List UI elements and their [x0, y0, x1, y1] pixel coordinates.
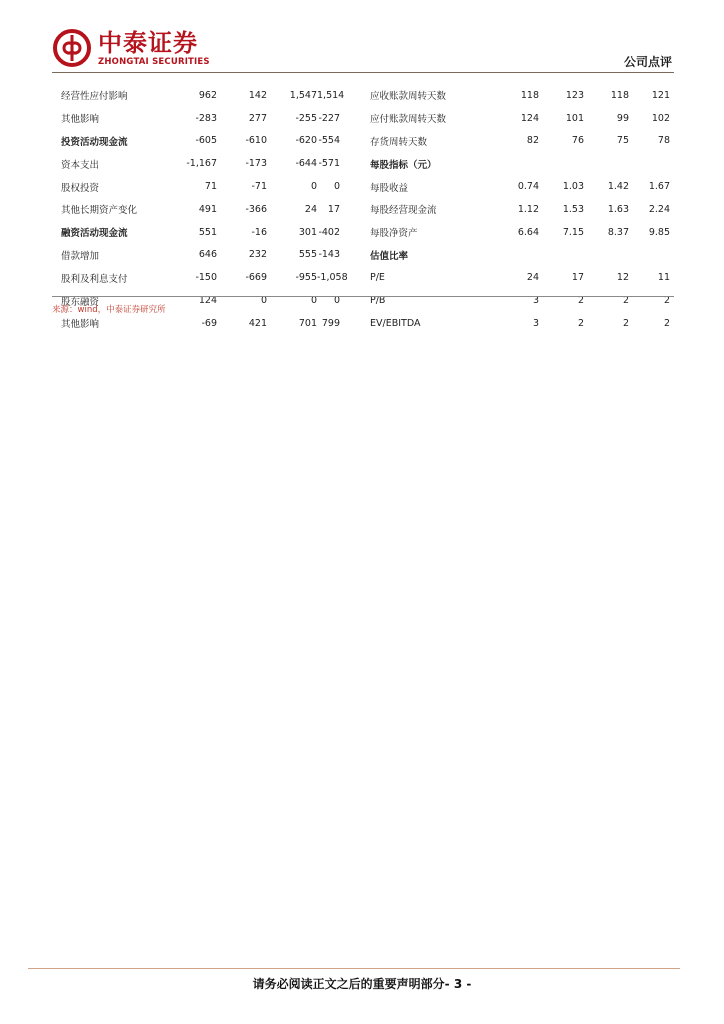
- cell-value-left: 0: [310, 295, 317, 307]
- table-row: [52, 221, 674, 244]
- cell-value-left: -644: [295, 158, 317, 170]
- zhongtai-logo-icon: [52, 28, 92, 68]
- financial-table-body: [52, 84, 674, 335]
- cell-value-right: [497, 244, 539, 267]
- cell-value-right: 8.37: [607, 226, 629, 238]
- logo-text-en: ZHONGTAI SECURITIES: [98, 57, 210, 67]
- cell-value-left: 421: [248, 317, 267, 329]
- cell-value-right: 2.24: [648, 203, 670, 215]
- cell-value-right: 2: [663, 317, 670, 329]
- row-label-left: 投资活动现金流: [61, 136, 128, 148]
- cell-value-left: -283: [195, 112, 217, 124]
- cell-value-right: 123: [565, 89, 584, 101]
- row-label-right: P/E: [370, 272, 385, 284]
- row-label-right: P/B: [370, 295, 386, 307]
- cell-value-left: -227: [318, 112, 340, 124]
- cell-value-left: 799: [321, 317, 340, 329]
- logo-text-cn: 中泰证券: [98, 29, 198, 57]
- page-footer: [0, 975, 724, 992]
- cell-value-left: -150: [195, 272, 217, 284]
- cell-value-right: 1.67: [648, 181, 670, 193]
- cell-value-left: 232: [248, 249, 267, 261]
- cell-value-left: -669: [245, 272, 267, 284]
- cell-value-left: -955: [295, 272, 317, 284]
- cell-value-left: 0: [333, 181, 340, 193]
- cell-value-left: 962: [198, 89, 217, 101]
- cell-value-left: 71: [204, 181, 217, 193]
- table-bottom-rule: [52, 296, 674, 297]
- cell-value-right: 1.03: [562, 181, 584, 193]
- report-type: 公司点评: [623, 55, 672, 69]
- cell-value-right: 7.15: [562, 226, 584, 238]
- row-label-right: 估值比率: [370, 250, 409, 262]
- row-label-left: 融资活动现金流: [61, 228, 128, 240]
- cell-value-right: [629, 244, 674, 267]
- cell-value-right: 76: [571, 135, 584, 147]
- cell-value-right: 2: [663, 295, 670, 307]
- table-row: [52, 244, 674, 267]
- row-label-right: 应收账款周转天数: [370, 91, 447, 103]
- cell-value-left: 1,547: [289, 89, 317, 101]
- footer-disclaimer: 请务必阅读正文之后的重要声明部分: [252, 977, 445, 991]
- cell-value-left: 277: [248, 112, 267, 124]
- cell-value-left: -605: [195, 135, 217, 147]
- table-row: [52, 107, 674, 130]
- cell-value-left: 491: [198, 203, 217, 215]
- cell-value-left: -610: [245, 135, 267, 147]
- table-row: [52, 152, 674, 175]
- row-label-right: EV/EBITDA: [370, 317, 421, 329]
- row-label-left: 股利及利息支付: [61, 273, 128, 285]
- cell-value-left: -71: [251, 181, 267, 193]
- cell-value-left: 1,514: [317, 89, 345, 101]
- cell-value-left: -173: [245, 158, 267, 170]
- cell-value-right: 2: [577, 295, 584, 307]
- cell-value-right: 0.74: [517, 181, 539, 193]
- cell-value-right: 101: [565, 112, 584, 124]
- cell-value-right: [584, 244, 629, 267]
- cell-value-right: 2: [577, 317, 584, 329]
- cell-value-left: 0: [260, 295, 267, 307]
- table-row: [52, 175, 674, 198]
- row-label-left: 其他影响: [61, 319, 100, 331]
- cell-value-right: 82: [526, 135, 539, 147]
- table-row: [52, 312, 674, 335]
- row-label-left: 其他影响: [61, 114, 100, 126]
- cell-value-left: 0: [333, 295, 340, 307]
- table-row: [52, 266, 674, 289]
- cell-value-right: 118: [610, 89, 629, 101]
- cell-value-right: [497, 152, 539, 175]
- cell-value-right: 17: [571, 272, 584, 284]
- table-row: [52, 84, 674, 107]
- cell-value-right: 9.85: [648, 226, 670, 238]
- cell-value-right: [629, 152, 674, 175]
- cell-value-right: 102: [651, 112, 670, 124]
- cell-value-right: 99: [616, 112, 629, 124]
- cell-value-right: 1.42: [607, 181, 629, 193]
- cell-value-left: 555: [298, 249, 317, 261]
- row-label-left: 借款增加: [61, 250, 100, 262]
- source-note: 来源：wind，中泰证券研究所: [52, 305, 166, 315]
- cell-value-left: 551: [198, 226, 217, 238]
- row-label-left: 其他长期资产变化: [61, 205, 138, 217]
- cell-value-right: [584, 152, 629, 175]
- cell-value-right: 3: [532, 295, 539, 307]
- row-label-right: 应付账款周转天数: [370, 114, 447, 126]
- cell-value-right: 12: [616, 272, 629, 284]
- row-label-right: 存货周转天数: [370, 136, 428, 148]
- cell-value-left: -554: [318, 135, 340, 147]
- cell-value-right: 2: [622, 317, 629, 329]
- cell-value-right: 78: [657, 135, 670, 147]
- cell-value-left: -620: [295, 135, 317, 147]
- cell-value-left: -69: [201, 317, 217, 329]
- table-row: [52, 130, 674, 153]
- row-label-right: 每股净资产: [370, 228, 418, 240]
- cell-value-left: 142: [248, 89, 267, 101]
- footer-divider: [28, 968, 680, 969]
- page-number: - 3 -: [444, 977, 472, 991]
- cell-value-right: 24: [526, 272, 539, 284]
- cell-value-right: 1.63: [607, 203, 629, 215]
- cell-value-right: [539, 244, 584, 267]
- cell-value-right: 75: [616, 135, 629, 147]
- cell-value-left: -16: [251, 226, 267, 238]
- row-label-right: 每股经营现金流: [370, 205, 437, 217]
- cell-value-left: 701: [298, 317, 317, 329]
- cell-value-left: -571: [318, 158, 340, 170]
- cell-value-left: -255: [295, 112, 317, 124]
- cell-value-right: 2: [622, 295, 629, 307]
- cell-value-left: -402: [318, 226, 340, 238]
- cell-value-right: 121: [651, 89, 670, 101]
- cell-value-left: -1,167: [186, 158, 217, 170]
- cell-value-right: 1.53: [562, 203, 584, 215]
- cell-value-right: 1.12: [517, 203, 539, 215]
- cell-value-right: 118: [520, 89, 539, 101]
- cell-value-left: 24: [304, 203, 317, 215]
- row-label-left: 资本支出: [61, 159, 100, 171]
- row-label-right: 每股指标（元）: [370, 159, 437, 171]
- cell-value-left: 17: [327, 203, 340, 215]
- cell-value-left: 124: [198, 295, 217, 307]
- cell-value-left: 301: [298, 226, 317, 238]
- header-divider: [52, 72, 674, 73]
- cell-value-right: 6.64: [517, 226, 539, 238]
- company-logo: [52, 28, 222, 70]
- row-label-left: 股东融资: [61, 296, 100, 308]
- financial-table: [52, 84, 674, 335]
- cell-value-right: 124: [520, 112, 539, 124]
- row-label-left: 股权投资: [61, 182, 100, 194]
- table-row: [52, 198, 674, 221]
- row-label-right: 每股收益: [370, 182, 409, 194]
- cell-value-left: -143: [318, 249, 340, 261]
- cell-value-right: 3: [532, 317, 539, 329]
- row-label-left: 经营性应付影响: [61, 91, 128, 103]
- cell-value-right: [539, 152, 584, 175]
- cell-value-left: 646: [198, 249, 217, 261]
- cell-value-left: 0: [310, 181, 317, 193]
- cell-value-right: 11: [657, 272, 670, 284]
- cell-value-left: -366: [245, 203, 267, 215]
- cell-value-left: -1,058: [317, 272, 348, 284]
